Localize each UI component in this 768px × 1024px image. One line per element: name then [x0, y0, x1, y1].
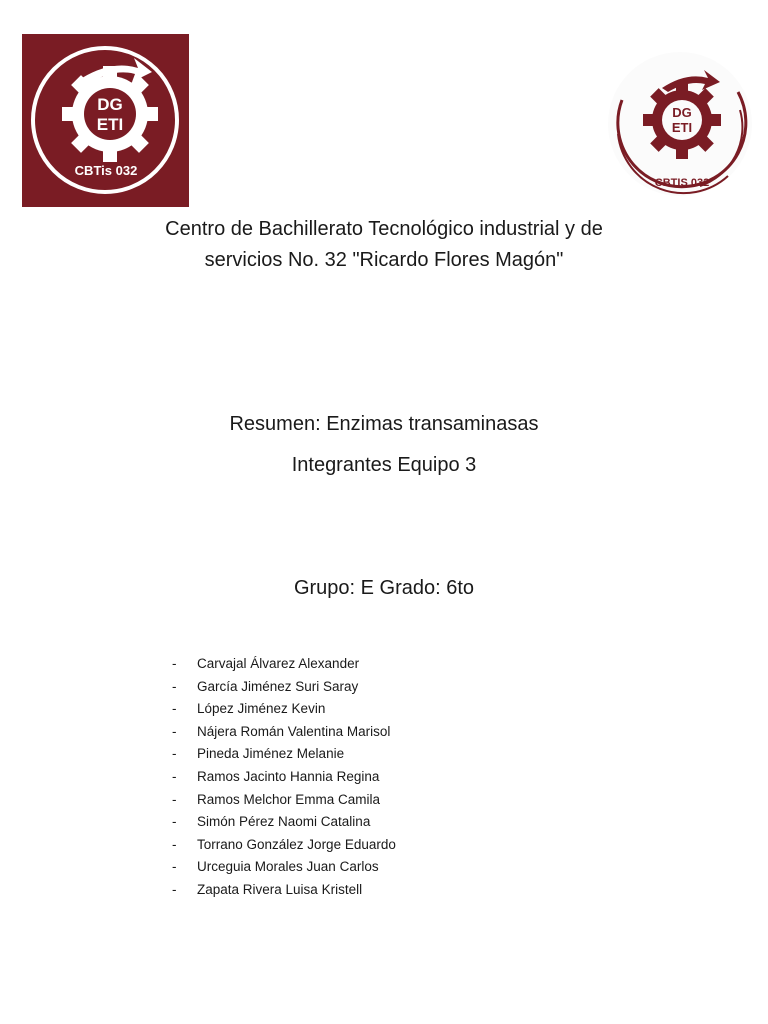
bullet-dash: -: [172, 723, 177, 739]
svg-text:ETI: ETI: [671, 120, 693, 135]
member-name: Carvajal Álvarez Alexander: [197, 656, 360, 671]
list-item: [172, 721, 396, 744]
member-name: Pineda Jiménez Melanie: [197, 746, 345, 762]
list-item: [172, 834, 396, 857]
member-name: López Jiménez Kevin: [197, 701, 326, 717]
member-name: Simón Pérez Naomi Catalina: [197, 814, 371, 830]
list-item: [172, 743, 396, 766]
member-name: García Jiménez Suri Saray: [197, 678, 359, 694]
list-item: [172, 676, 396, 699]
institution-line-2: servicios No. 32 "Ricardo Flores Magón": [204, 249, 564, 271]
svg-text:CBTis 032: CBTis 032: [74, 163, 138, 178]
team-label: Integrantes Equipo 3: [291, 454, 477, 476]
list-item: [172, 766, 396, 789]
cbtis-logo-left: [22, 34, 189, 207]
gear-emblem-icon: [22, 34, 189, 207]
member-name: Zapata Rivera Luisa Kristell: [197, 881, 363, 897]
bullet-dash: -: [172, 746, 177, 762]
list-item: [172, 879, 396, 902]
member-name: Ramos Melchor Emma Camila: [197, 791, 381, 807]
bullet-dash: -: [172, 768, 177, 784]
svg-text:DG: DG: [97, 95, 123, 114]
svg-text:DG: DG: [672, 105, 692, 120]
member-name: Urceguia Morales Juan Carlos: [197, 859, 379, 875]
group-grade: Grupo: E Grado: 6to: [293, 577, 475, 599]
svg-text:CBTIS 032: CBTIS 032: [654, 177, 710, 189]
member-name: Nájera Román Valentina Marisol: [197, 723, 391, 739]
bullet-dash: -: [172, 678, 177, 694]
list-item: [172, 698, 396, 721]
bullet-dash: -: [172, 881, 177, 897]
list-item: [172, 856, 396, 879]
members-list: [172, 653, 396, 902]
document-title: Resumen: Enzimas transaminasas: [229, 413, 539, 435]
list-item: [172, 811, 396, 834]
list-item: [172, 653, 396, 676]
svg-text:ETI: ETI: [96, 115, 124, 134]
bullet-dash: -: [172, 836, 177, 852]
list-item: [172, 789, 396, 812]
institution-line-1: Centro de Bachillerato Tecnológico industrial y de: [165, 218, 603, 240]
institution-name: [84, 214, 684, 276]
member-name: Ramos Jacinto Hannia Regina: [197, 768, 380, 784]
bullet-dash: -: [172, 814, 177, 830]
bullet-dash: -: [172, 859, 177, 875]
gear-emblem-icon: [600, 40, 760, 200]
bullet-dash: -: [172, 656, 177, 671]
bullet-dash: -: [172, 701, 177, 717]
member-name: Torrano González Jorge Eduardo: [197, 836, 396, 852]
bullet-dash: -: [172, 791, 177, 807]
cbtis-logo-right: [600, 40, 760, 200]
